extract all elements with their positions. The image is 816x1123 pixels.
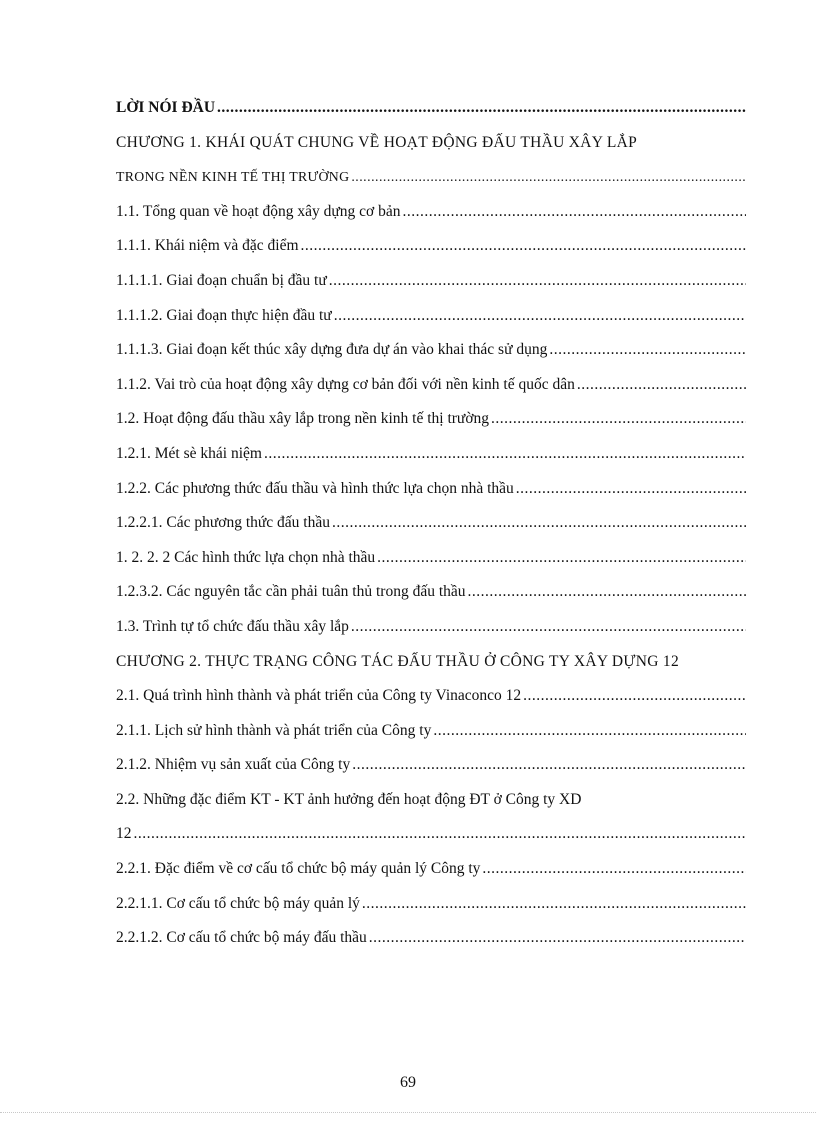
toc-entry xyxy=(116,97,746,132)
toc-entry-text: 2.2.1.2. Cơ cấu tổ chức bộ máy đấu thầu xyxy=(116,929,367,947)
dot-leader xyxy=(549,339,746,361)
toc-entry xyxy=(116,547,746,582)
toc-chapter-heading: CHƯƠNG 1. KHÁI QUÁT CHUNG VỀ HOẠT ĐỘNG ĐẤU THẦU XÂY LẮP xyxy=(116,133,638,151)
toc-entry xyxy=(116,858,746,893)
dot-leader xyxy=(351,166,746,188)
dot-leader xyxy=(134,823,747,845)
dot-leader xyxy=(468,581,746,603)
toc-entry-text: 2.2. Những đặc điểm KT - KT ảnh hưởng đến hoạt động ĐT ở Công ty XD xyxy=(116,790,582,808)
dot-leader xyxy=(403,201,747,223)
toc-entry-text: 12 xyxy=(116,825,132,843)
toc-entry xyxy=(116,720,746,755)
toc-entry-text: 2.2.1. Đặc điểm về cơ cấu tổ chức bộ máy quản lý Công ty xyxy=(116,860,481,878)
toc-entry-text: 2.1.1. Lịch sử hình thành và phát triển của Công ty xyxy=(116,721,432,739)
page-number: 69 xyxy=(400,1074,416,1091)
toc-entry xyxy=(116,270,746,305)
dot-leader xyxy=(352,754,746,776)
dot-leader xyxy=(523,685,746,707)
toc-entry xyxy=(116,408,746,443)
toc-entry xyxy=(116,478,746,513)
dot-leader xyxy=(369,927,746,949)
dot-leader xyxy=(217,97,746,119)
page-bottom-divider xyxy=(0,1112,816,1113)
toc-entry-text: 1.3. Trình tự tổ chức đấu thầu xây lắp xyxy=(116,617,349,635)
dot-leader xyxy=(351,616,746,638)
toc-entry xyxy=(116,616,746,651)
toc-entry-text: 1.1. Tổng quan về hoạt động xây dựng cơ bản xyxy=(116,202,401,220)
toc-entry xyxy=(116,235,746,270)
toc-entry xyxy=(116,339,746,374)
dot-leader xyxy=(577,374,746,396)
dot-leader xyxy=(433,720,746,742)
toc-entry-text: 1.1.1. Khái niệm và đặc điểm xyxy=(116,237,299,255)
dot-leader xyxy=(491,408,746,430)
toc-entry xyxy=(116,512,746,547)
dot-leader xyxy=(329,270,746,292)
toc-entry-text: 1.1.1.1. Giai đoạn chuẩn bị đầu tư xyxy=(116,271,327,289)
toc-entry-text: 1.2.2. Các phương thức đấu thầu và hình thức lựa chọn nhà thầu xyxy=(116,479,514,497)
toc-entry xyxy=(116,754,746,789)
toc-entry-text: 1.1.1.3. Giai đoạn kết thúc xây dựng đưa dự án vào khai thác sử dụng xyxy=(116,341,548,359)
toc-chapter-heading: CHƯƠNG 2. THỰC TRẠNG CÔNG TÁC ĐẤU THẦU Ở CÔNG TY XÂY DỰNG 12 xyxy=(116,652,680,670)
dot-leader xyxy=(334,305,746,327)
dot-leader xyxy=(377,547,746,569)
toc-entry xyxy=(116,685,746,720)
toc-entry xyxy=(116,166,746,201)
toc-entry-text: LỜI NÓI ĐẦU xyxy=(116,99,216,116)
toc-entry xyxy=(116,893,746,928)
toc-entry-text: 1.1.1.2. Giai đoạn thực hiện đầu tư xyxy=(116,306,332,324)
dot-leader xyxy=(301,235,746,257)
toc-entry xyxy=(116,305,746,340)
toc-entry xyxy=(116,581,746,616)
toc-entry-text: 1.1.2. Vai trò của hoạt động xây dựng cơ bản đối với nền kinh tế quốc dân xyxy=(116,375,575,393)
toc-entry-text: TRONG NỀN KINH TẾ THỊ TRƯỜNG xyxy=(116,169,350,185)
toc-entry-text: 2.1.2. Nhiệm vụ sản xuất của Công ty xyxy=(116,756,351,774)
dot-leader xyxy=(264,443,746,465)
dot-leader xyxy=(332,512,746,534)
table-of-contents xyxy=(116,97,746,962)
toc-entry-text: 1. 2. 2. 2 Các hình thức lựa chọn nhà thầu xyxy=(116,548,376,566)
toc-entry-text: 2.2.1.1. Cơ cấu tổ chức bộ máy quản lý xyxy=(116,894,360,912)
toc-entry xyxy=(116,374,746,409)
dot-leader xyxy=(362,893,746,915)
toc-entry-text: 1.2.1. Mét sè khái niệm xyxy=(116,444,262,462)
dot-leader xyxy=(482,858,746,880)
toc-entry-text: 2.1. Quá trình hình thành và phát triển của Công ty Vinaconco 12 xyxy=(116,687,522,705)
toc-entry xyxy=(116,201,746,236)
dot-leader xyxy=(516,478,746,500)
toc-entry xyxy=(116,823,746,858)
toc-entry-text: 1.2.2.1. Các phương thức đấu thầu xyxy=(116,514,330,532)
toc-entry xyxy=(116,927,746,962)
toc-entry-text: 1.2.3.2. Các nguyên tắc cần phải tuân thủ trong đấu thầu xyxy=(116,583,466,601)
toc-entry xyxy=(116,443,746,478)
toc-entry-text: 1.2. Hoạt động đấu thầu xây lắp trong nền kinh tế thị trường xyxy=(116,410,490,428)
